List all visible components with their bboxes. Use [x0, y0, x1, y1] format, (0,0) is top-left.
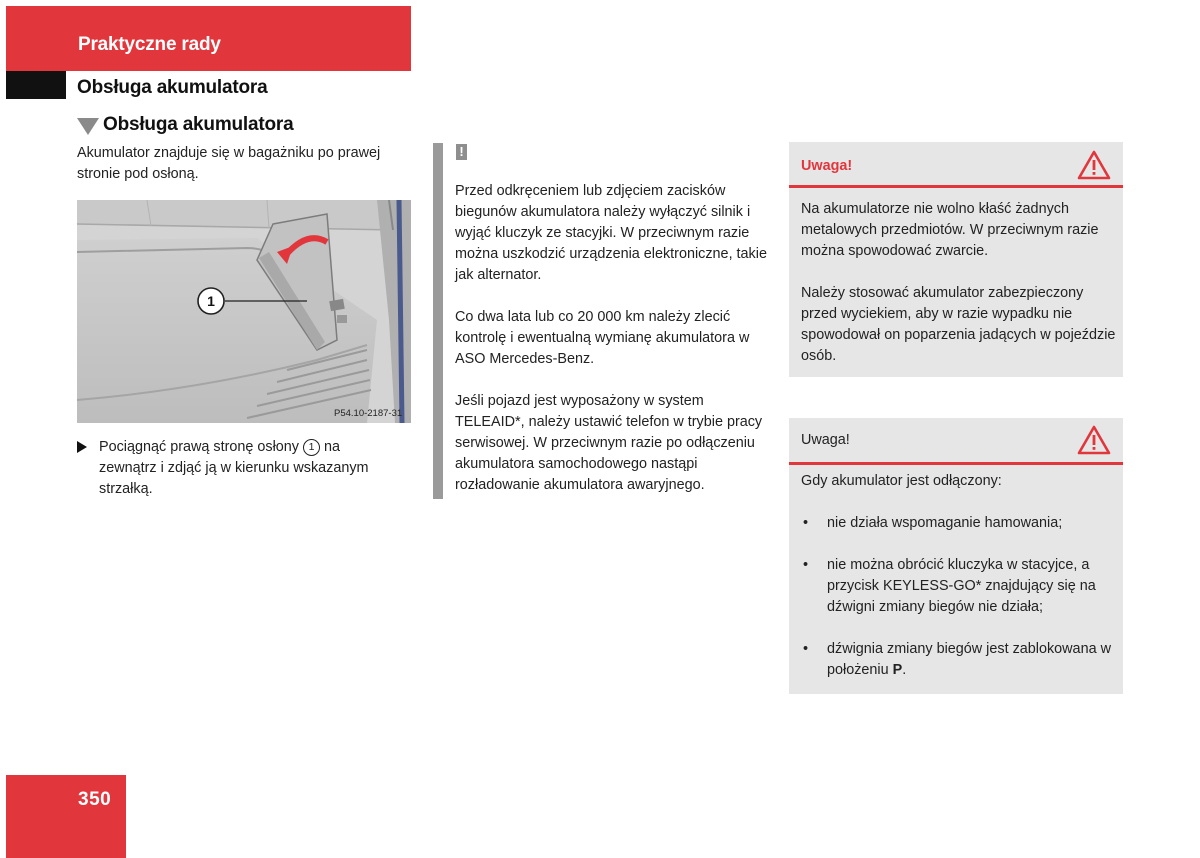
warning-triangle-icon — [1077, 425, 1111, 455]
subsection-heading — [77, 114, 293, 136]
note-text — [455, 181, 770, 517]
section-title: Obsługa akumulatora — [77, 77, 268, 98]
triangle-down-icon — [77, 118, 99, 135]
bullet-item — [801, 639, 1117, 681]
callout-ref: 1 — [303, 439, 320, 456]
step-text-before: Pociągnąć prawą stronę osłony — [99, 439, 299, 455]
warning-rule — [789, 462, 1123, 465]
note-bar — [433, 143, 443, 499]
warning-paragraph: Na akumulatorze nie wolno kłaść żadnych metalowych przedmiotów. W przeciwnym razie można spowodować zwarcie. — [801, 201, 1099, 259]
chapter-title: Praktyczne rady — [78, 34, 221, 55]
warning-title: Uwaga! — [801, 432, 850, 448]
warning-body — [801, 199, 1117, 388]
warning-rule — [789, 185, 1123, 188]
instruction-step — [77, 437, 397, 500]
callout-number: 1 — [207, 293, 215, 309]
figure-code: P54.10-2187-31 — [334, 408, 403, 419]
subsection-heading-text: Obsługa akumulatora — [103, 114, 294, 135]
bullet-item: • nie można obrócić kluczyka w stacyjce, a przycisk KEYLESS-GO* znajdujący się na dźwigni zmiany biegów nie działa; — [801, 555, 1117, 618]
step-text-after: na zewnątrz i zdjąć ją w kierunku wskazanym strzałką. — [99, 439, 369, 497]
bullet-end: . — [902, 662, 907, 678]
page-number: 350 — [78, 789, 112, 810]
section-marker — [6, 71, 66, 99]
warning-triangle-icon — [1077, 150, 1111, 180]
warning-paragraph: Należy stosować akumulator zabezpieczony przed wyciekiem, aby w razie wypadku nie spowodował on poparzenia jadących w pojeździe osób. — [801, 285, 1116, 364]
trunk-illustration — [77, 200, 411, 423]
warning-body — [801, 471, 1117, 702]
step-text — [99, 437, 397, 500]
warning-intro: Gdy akumulator jest odłączony: — [801, 473, 1002, 489]
bullet-text: dźwignia zmiany biegów jest zablokowana w położeniu — [827, 641, 1111, 678]
trunk-drawing — [77, 200, 411, 423]
gear-position: P — [892, 662, 903, 678]
note-paragraph: Co dwa lata lub co 20 000 km należy zlecić kontrolę i ewentualną wymianę akumulatora w ASO Mercedes-Benz. — [455, 309, 750, 367]
note-paragraph: Jeśli pojazd jest wyposażony w system TELEAID*, należy ustawić telefon w trybie pracy serwisowej. W przeciwnym razie po odłączeniu akumulatora samochodowego nastąpi rozładowanie akumulatora awaryjnego. — [455, 393, 763, 493]
bullet-item: • nie działa wspomaganie hamowania; — [801, 513, 1117, 534]
warning-box-1 — [789, 142, 1123, 377]
note-paragraph: Przed odkręceniem lub zdjęciem zacisków biegunów akumulatora należy wyłączyć silnik i wyjąć kluczyk ze stacyjki. W przeciwnym razie można uszkodzić urządzenia elektroniczne, takie jak alternator. — [455, 183, 767, 283]
warning-title: Uwaga! — [801, 158, 853, 174]
page-number-tab — [6, 775, 126, 858]
exclamation-icon: ! — [456, 144, 467, 160]
intro-text: Akumulator znajduje się w bagażniku po prawej stronie pod osłoną. — [77, 145, 381, 182]
warning-box-2 — [789, 418, 1123, 694]
bullet-arrow-icon — [77, 441, 87, 453]
